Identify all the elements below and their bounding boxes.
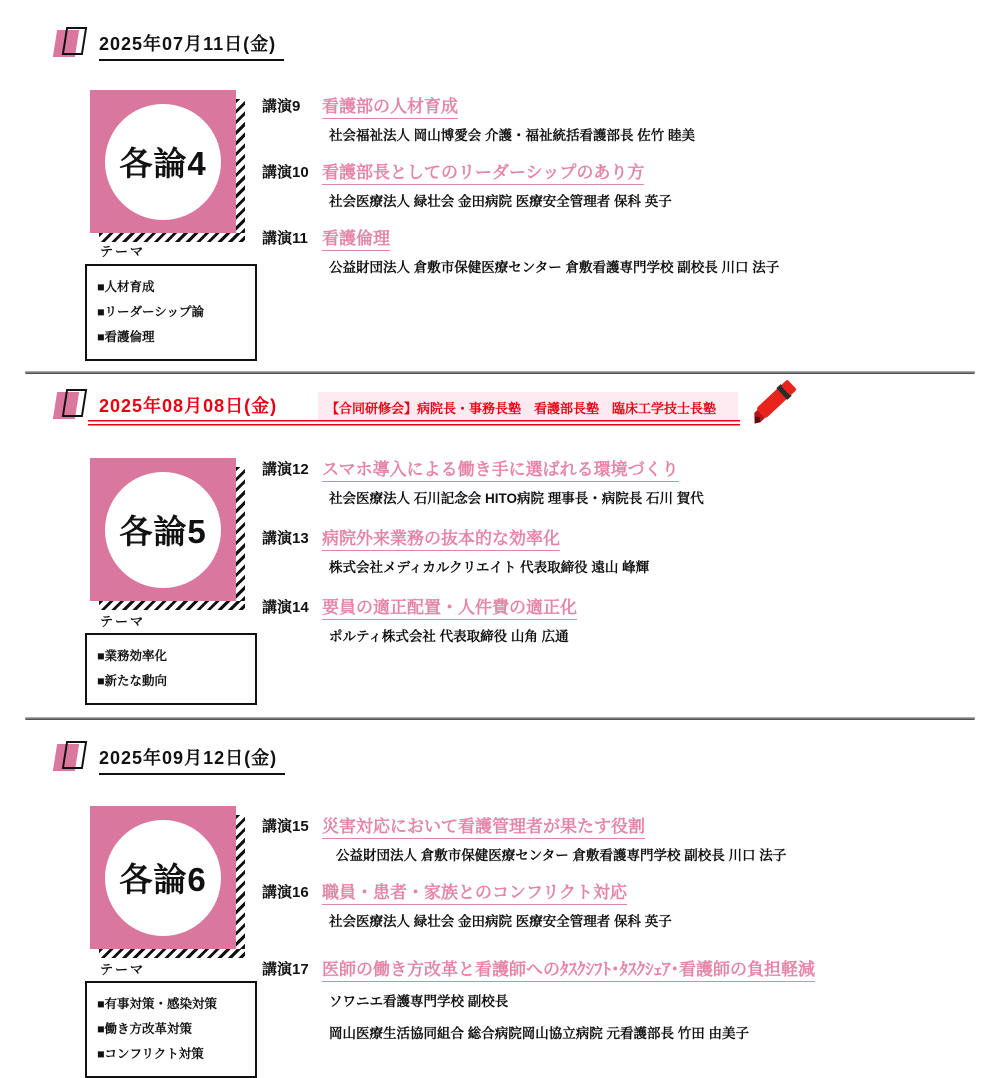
hatch-shadow-right (236, 815, 245, 958)
badge-circle (105, 104, 221, 220)
section-divider (25, 717, 975, 720)
lecture-no: 講演13 (262, 530, 309, 547)
badge-kakuron-6 (90, 806, 236, 949)
lecture-title-link[interactable]: 医師の働き方改革と看護師へのﾀｽｸｼﾌﾄ･ﾀｽｸｼｪｱ･看護師の負担軽減 (322, 955, 815, 982)
theme-label: テーマ (100, 962, 146, 977)
lecture-speaker: 社会医療法人 石川記念会 HITO病院 理事長・病院長 石川 賀代 (329, 491, 704, 506)
section-2-date: 2025年08月08日(金) (99, 396, 278, 416)
lecture-body (322, 955, 992, 1043)
red-marker-pen-icon (740, 372, 802, 428)
lecture-speaker: 株式会社メディカルクリエイト 代表取締役 遠山 峰輝 (329, 560, 650, 575)
theme-label: テーマ (100, 614, 146, 629)
lecture-no: 講演10 (262, 164, 309, 181)
theme-item: ■働き方改革対策 (97, 1022, 193, 1036)
sheet-icon-front (62, 389, 87, 417)
section-1-header (55, 26, 284, 61)
hatch-shadow-bottom (99, 949, 245, 958)
lecture-no: 講演17 (262, 961, 309, 978)
theme-item: ■看護倫理 (97, 330, 155, 344)
hatch-shadow-right (236, 99, 245, 242)
lecture-body (322, 812, 992, 865)
theme-item: ■新たな動向 (97, 674, 168, 688)
section-divider (25, 371, 975, 374)
lecture-row-17 (262, 955, 992, 1043)
lecture-row-14 (262, 593, 992, 646)
lecture-speaker: 社会医療法人 緑壮会 金田病院 医療安全管理者 保科 英子 (329, 914, 672, 929)
hatch-shadow-bottom (99, 601, 245, 610)
section-1-date: 2025年07月11日(金) (99, 30, 284, 61)
lecture-body (322, 92, 992, 145)
theme-item: ■リーダーシップ論 (97, 305, 205, 319)
sheet-icon (55, 26, 93, 60)
lecture-speaker: 社会福祉法人 岡山博愛会 介護・福祉統括看護部長 佐竹 睦美 (329, 128, 696, 143)
theme-box-2 (85, 633, 257, 705)
theme-item: ■業務効率化 (97, 649, 168, 663)
lecture-speaker: 社会医療法人 緑壮会 金田病院 医療安全管理者 保科 英子 (329, 194, 672, 209)
section-3-date: 2025年09月12日(金) (99, 744, 285, 775)
theme-box-3 (85, 981, 257, 1078)
lecture-title-link[interactable]: 看護部の人材育成 (322, 92, 458, 119)
badge-kakuron-4 (90, 90, 236, 233)
lecture-no: 講演15 (262, 818, 309, 835)
lecture-speaker: ポルティ株式会社 代表取締役 山角 広通 (329, 629, 569, 644)
lecture-no: 講演14 (262, 599, 309, 616)
lecture-row-10 (262, 158, 992, 211)
badge-label: 各論4 (119, 145, 207, 182)
lecture-no: 講演9 (262, 98, 301, 115)
joint-seminar-banner: 【合同研修会】病院長・事務長塾 看護部長塾 臨床工学技士長塾 (318, 392, 738, 420)
sheet-icon-front (62, 27, 87, 55)
badge-label: 各論5 (119, 513, 207, 550)
red-double-underline (88, 420, 740, 426)
sheet-icon (55, 388, 93, 422)
lecture-body (322, 878, 992, 931)
section-3-lectures (262, 812, 992, 1056)
lecture-speaker: 公益財団法人 倉敷市保健医療センター 倉敷看護専門学校 副校長 川口 法子 (329, 260, 780, 275)
lecture-title-link[interactable]: 要員の適正配置・人件費の適正化 (322, 593, 577, 620)
theme-item: ■有事対策・感染対策 (97, 997, 218, 1011)
lecture-body (322, 158, 992, 211)
sheet-icon (55, 740, 93, 774)
theme-item: ■コンフリクト対策 (97, 1047, 204, 1061)
lecture-speaker: 岡山医療生活協同組合 総合病院岡山協立病院 元看護部長 竹田 由美子 (329, 1026, 750, 1041)
lecture-speaker: 公益財団法人 倉敷市保健医療センター 倉敷看護専門学校 副校長 川口 法子 (336, 848, 787, 863)
badge-circle (105, 472, 221, 588)
lecture-body (322, 224, 992, 277)
theme-item: ■人材育成 (97, 280, 155, 294)
hatch-shadow-right (236, 467, 245, 610)
lecture-title-link[interactable]: 職員・患者・家族とのコンフリクト対応 (322, 878, 627, 905)
lecture-row-13 (262, 524, 992, 577)
lecture-row-12 (262, 455, 992, 508)
section-2-lectures (262, 455, 992, 659)
section-3-header (55, 740, 285, 775)
theme-box-1 (85, 264, 257, 361)
lecture-body (322, 455, 992, 508)
sheet-icon-front (62, 741, 87, 769)
lecture-row-11 (262, 224, 992, 277)
lecture-speaker: ソワニエ看護専門学校 副校長 (329, 994, 509, 1009)
badge-circle (105, 820, 221, 936)
badge-label: 各論6 (119, 861, 207, 898)
lecture-body (322, 593, 992, 646)
section-1-lectures (262, 92, 992, 290)
lecture-row-16 (262, 878, 992, 931)
lecture-title-link[interactable]: 看護倫理 (322, 224, 390, 251)
lecture-no: 講演16 (262, 884, 309, 901)
section-2-header (55, 388, 285, 422)
lecture-row-15 (262, 812, 992, 865)
badge-kakuron-5 (90, 458, 236, 601)
theme-label: テーマ (100, 244, 146, 259)
lecture-title-link[interactable]: 災害対応において看護管理者が果たす役割 (322, 812, 645, 839)
lecture-title-link[interactable]: 看護部長としてのリーダーシップのあり方 (322, 158, 644, 185)
lecture-row-9 (262, 92, 992, 145)
lecture-no: 講演12 (262, 461, 309, 478)
lecture-no: 講演11 (262, 230, 308, 247)
lecture-title-link[interactable]: 病院外来業務の抜本的な効率化 (322, 524, 560, 551)
lecture-title-link[interactable]: スマホ導入による働き手に選ばれる環境づくり (322, 455, 679, 482)
lecture-body (322, 524, 992, 577)
